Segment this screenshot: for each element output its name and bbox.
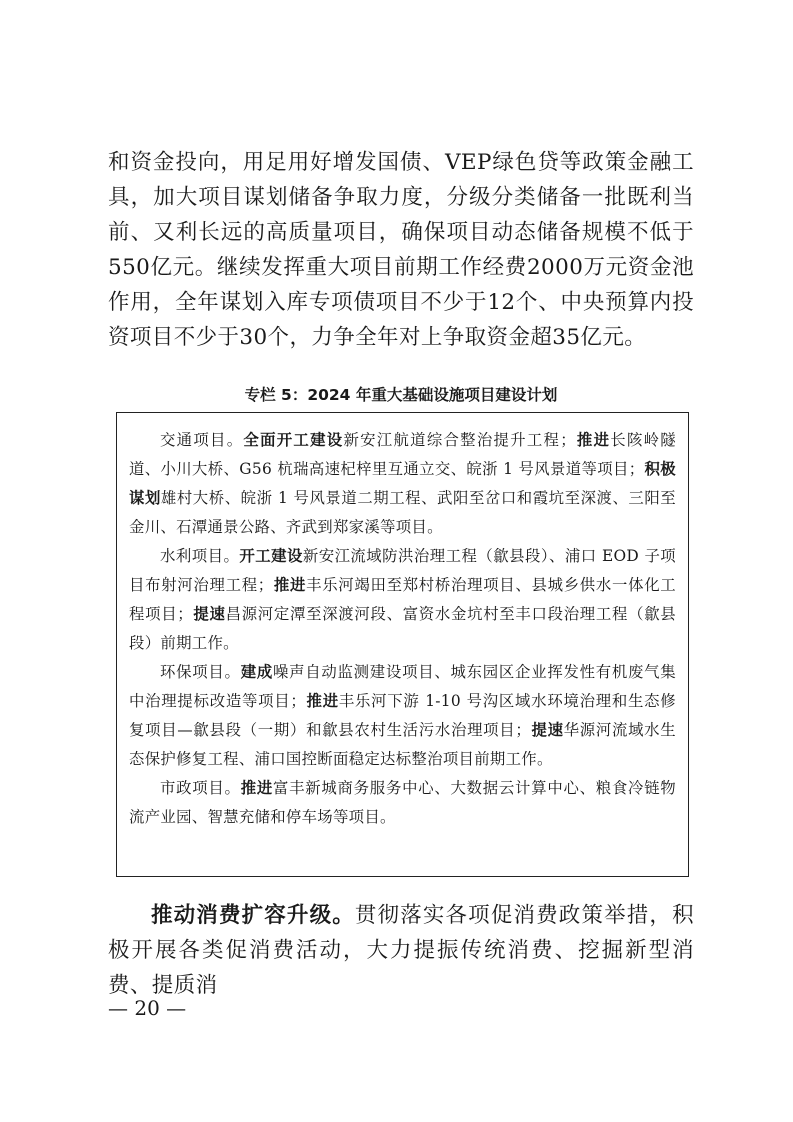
box-text: 新安江流域防洪治理工程（歙县段）、浦口 EOD 子项目布射河治理工程； [129, 547, 676, 594]
box-keyword: 提速 [531, 721, 564, 739]
project-plan-box [116, 412, 689, 877]
box-paragraph-transport [129, 426, 676, 542]
box-paragraph-municipal [129, 774, 676, 832]
box-text: 交通项目。 [160, 431, 244, 449]
box-text: 华源河流域水生态保护修复工程、浦口国控断面稳定达标整治项目前期工作。 [129, 721, 676, 768]
box-text: 噪声自动监测建设项目、城东园区企业挥发性有机废气集中治理提标改造等项目； [129, 663, 676, 710]
closing-text: 贯彻落实各项促消费政策举措，积极开展各类促消费活动，大力提振传统消费、挖掘新型消费、提质消 [108, 903, 694, 998]
box-title: 专栏 5：2024 年重大基础设施项目建设计划 [244, 386, 558, 404]
box-keyword: 全面开工建设 [243, 431, 344, 449]
closing-paragraph [108, 898, 694, 1003]
box-text: 富丰新城商务服务中心、大数据云计算中心、粮食冷链物流产业园、智慧充储和停车场等项目。 [129, 779, 676, 826]
box-keyword: 积极谋划 [129, 460, 676, 507]
box-text: 雄村大桥、皖浙 1 号风景道二期工程、武阳至岔口和霞坑至深渡、三阳至金川、石潭通景公路、齐武到郑家溪等项目。 [129, 489, 676, 536]
box-text: 丰乐河下游 1-10 号沟区域水环境治理和生态修复项目—歙县段（一期）和歙县农村生活污水治理项目； [129, 692, 676, 739]
box-keyword: 推进 [240, 779, 273, 797]
closing-heading: 推动消费扩容升级。 [151, 903, 355, 928]
box-text: 长陔岭隧道、小川大桥、G56 杭瑞高速杞梓里互通立交、皖浙 1 号风景道等项目； [129, 431, 676, 478]
box-keyword: 推进 [575, 431, 611, 449]
box-text: 昌源河定潭至深渡河段、富资水金坑村至丰口段治理工程（歙县段）前期工作。 [129, 605, 676, 652]
box-keyword: 开工建设 [239, 547, 303, 565]
box-text: 丰乐河竭田至郑村桥治理项目、县城乡供水一体化工程项目； [129, 576, 676, 623]
page-number: — 20 — [108, 996, 187, 1020]
box-keyword: 推进 [306, 692, 339, 710]
box-text: 环保项目。 [160, 663, 241, 681]
box-paragraph-water [129, 542, 676, 658]
box-text: 市政项目。 [160, 779, 241, 797]
box-text: 水利项目。 [160, 547, 240, 565]
box-keyword: 建成 [240, 663, 273, 681]
box-text: 新安江航道综合整治提升工程； [343, 431, 576, 449]
box-keyword: 推进 [273, 576, 307, 594]
intro-paragraph: 和资金投向，用足用好增发国债、VEP绿色贷等政策金融工具，加大项目谋划储备争取力度，分级分类储备一批既利当前、又利长远的高质量项目，确保项目动态储备规模不低于550亿元。继续发挥重大项目前期工作经费2000万元资金池作用，全年谋划入库专项债项目不少于12个、中央预算内投资项目不少于30个，力争全年对上争取资金超35亿元。 [108, 150, 694, 350]
box-keyword: 提速 [193, 605, 226, 623]
box-paragraph-environment [129, 658, 676, 774]
